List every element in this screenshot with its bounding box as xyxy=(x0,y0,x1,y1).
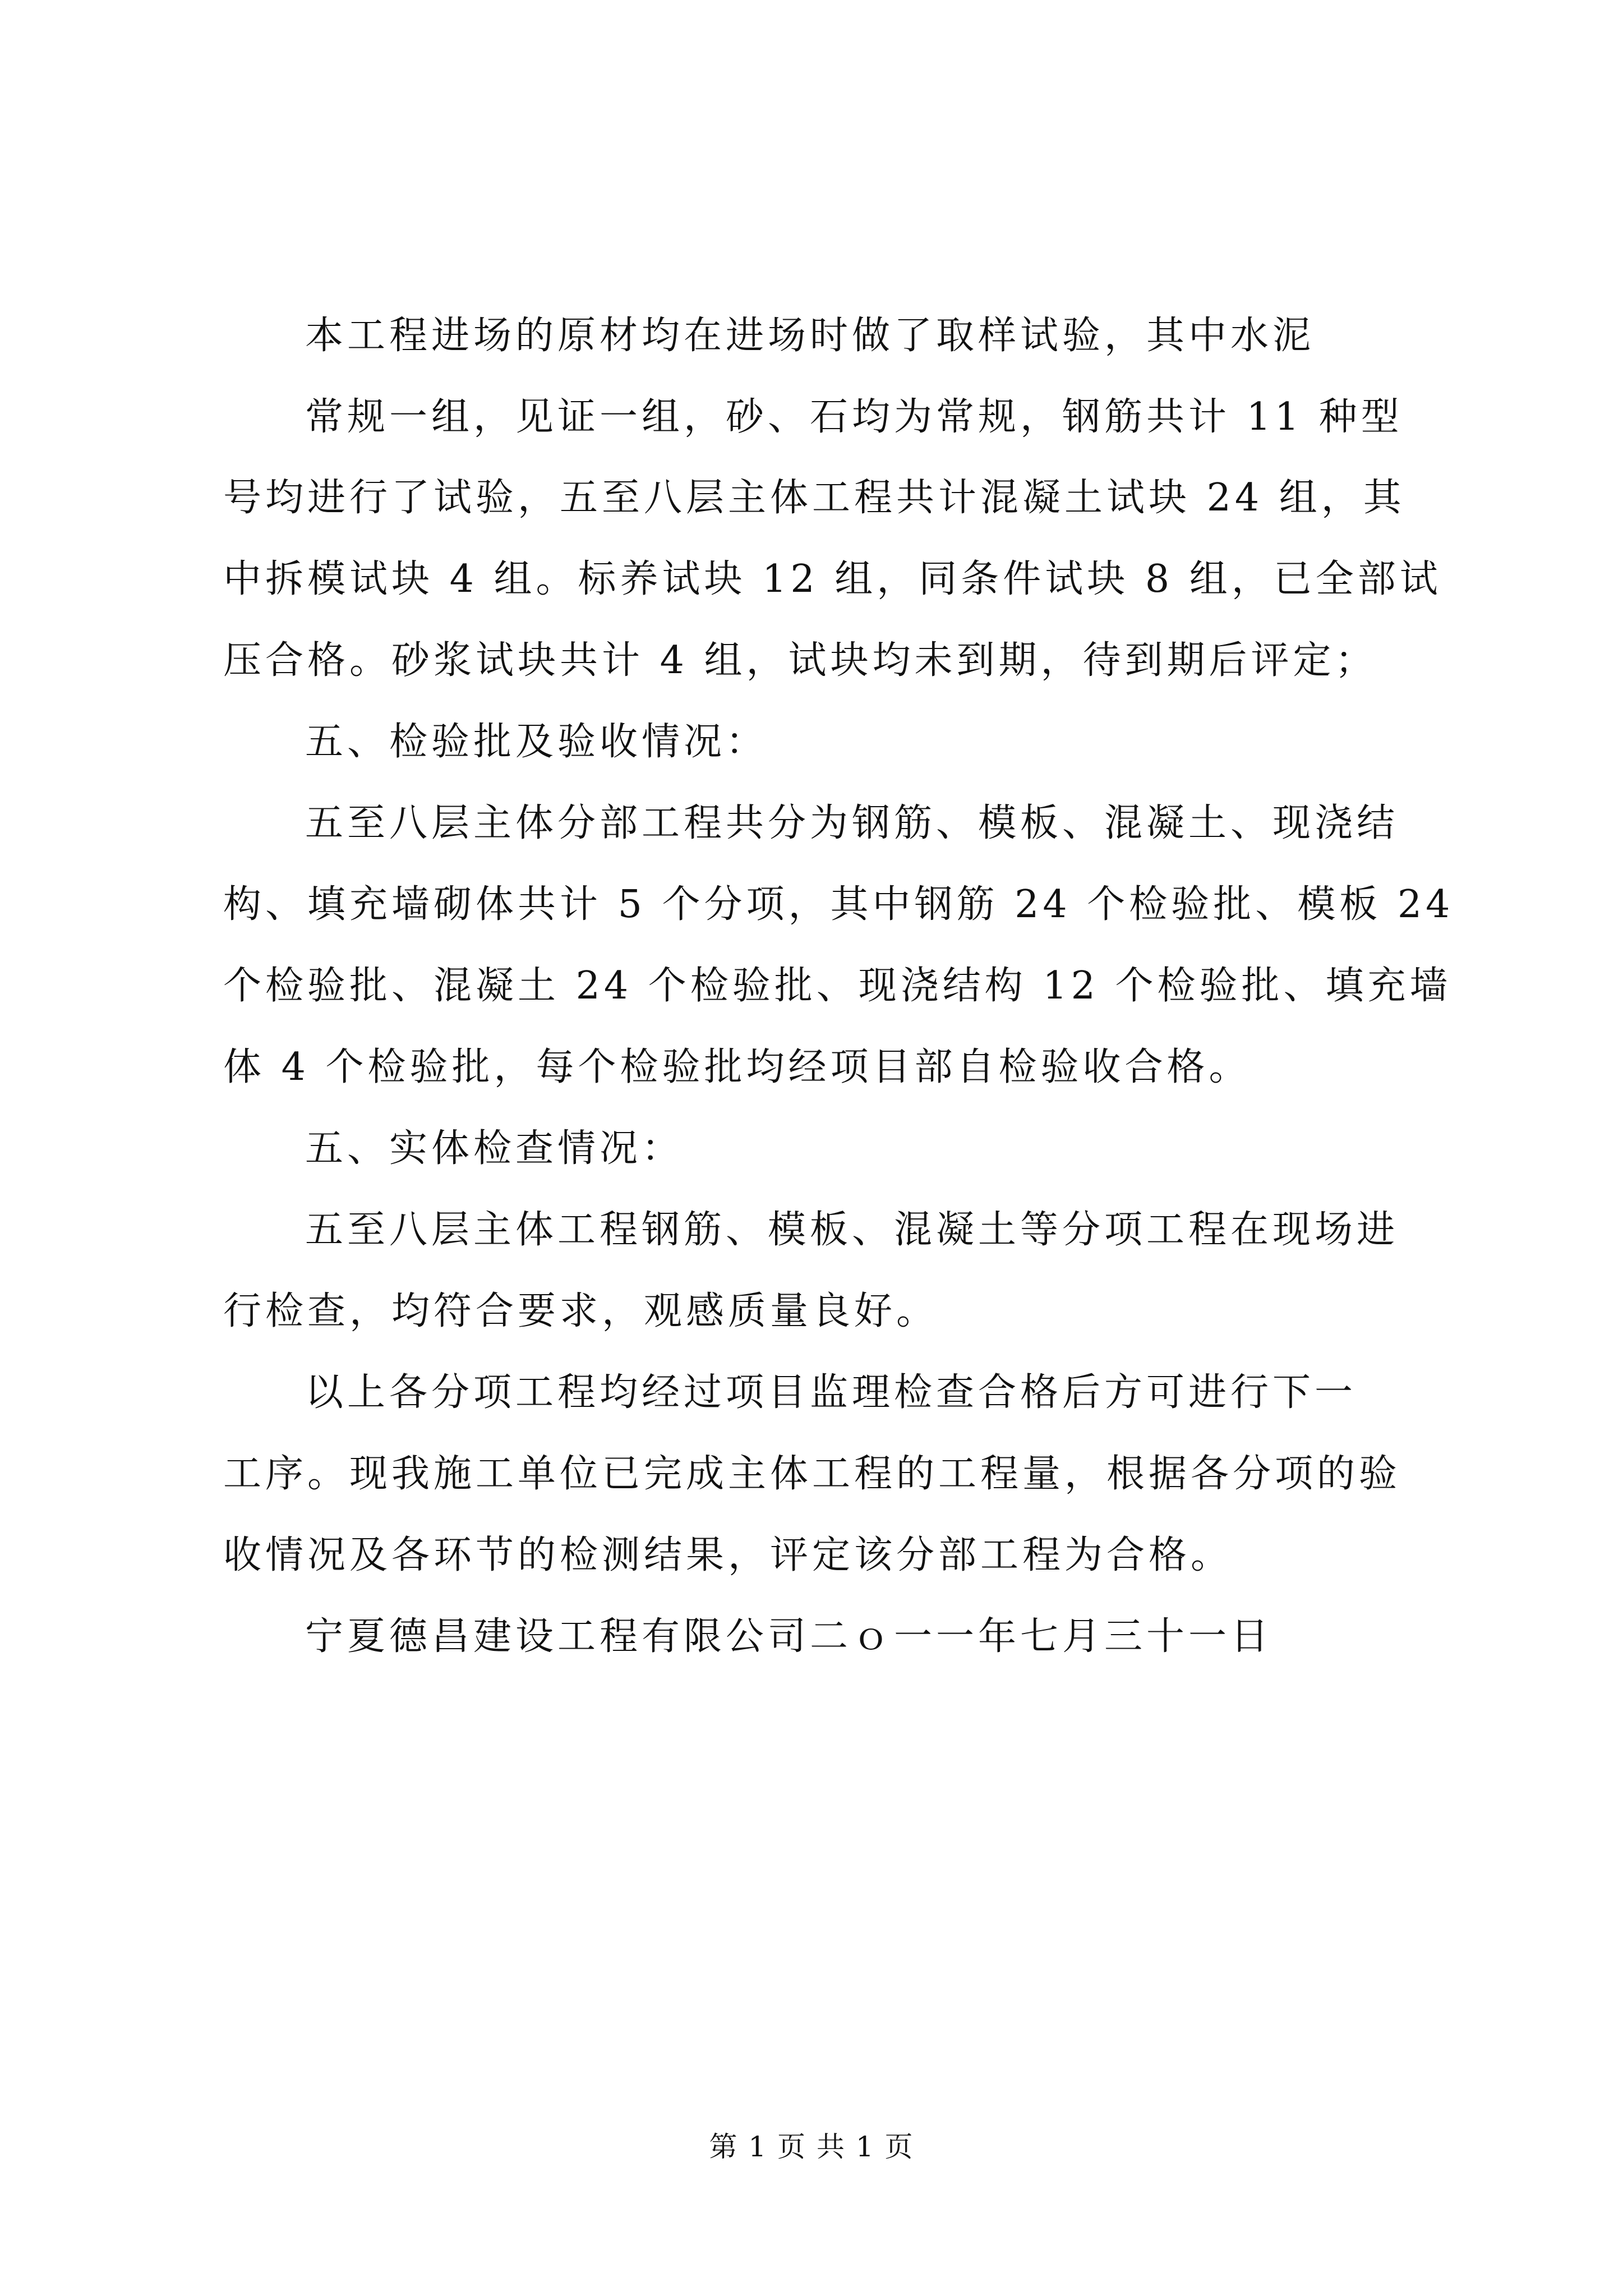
paragraph-line: 体 4 个检验批，每个检验批均经项目部自检验收合格。 xyxy=(223,1045,1251,1089)
section-heading: 五、检验批及验收情况： xyxy=(305,720,768,764)
paragraph-line: 本工程进场的原材均在进场时做了取样试验，其中水泥 xyxy=(305,314,1315,358)
paragraph-line: 行检查，均符合要求，观感质量良好。 xyxy=(223,1289,939,1333)
paragraph-line: 压合格。砂浆试块共计 4 组，试块均未到期，待到期后评定； xyxy=(223,638,1377,683)
section-heading: 五、实体检查情况： xyxy=(305,1126,684,1171)
paragraph-line: 号均进行了试验，五至八层主体工程共计混凝土试块 24 组，其 xyxy=(223,476,1405,520)
signature-line: 宁夏德昌建设工程有限公司二ｏ一一年七月三十一日 xyxy=(305,1614,1273,1659)
paragraph-line: 工序。现我施工单位已完成主体工程的工程量，根据各分项的验 xyxy=(223,1452,1401,1496)
paragraph-line: 以上各分项工程均经过项目监理检查合格后方可进行下一 xyxy=(305,1370,1357,1415)
paragraph-line: 个检验批、混凝土 24 个检验批、现浇结构 12 个检验批、填充墙 xyxy=(223,964,1452,1008)
page-footer: 第 1 页 共 1 页 xyxy=(709,2131,914,2163)
paragraph-line: 构、填充墙砌体共计 5 个分项，其中钢筋 24 个检验批、模板 24 xyxy=(223,882,1454,927)
paragraph-line: 常规一组，见证一组，砂、石均为常规，钢筋共计 11 种型 xyxy=(305,395,1403,439)
paragraph-line: 五至八层主体工程钢筋、模板、混凝土等分项工程在现场进 xyxy=(305,1208,1399,1252)
paragraph-line: 收情况及各环节的检测结果，评定该分部工程为合格。 xyxy=(223,1533,1233,1577)
paragraph-line: 中拆模试块 4 组。标养试块 12 组，同条件试块 8 组，已全部试 xyxy=(223,557,1442,601)
paragraph-line: 五至八层主体分部工程共分为钢筋、模板、混凝土、现浇结 xyxy=(305,801,1399,845)
